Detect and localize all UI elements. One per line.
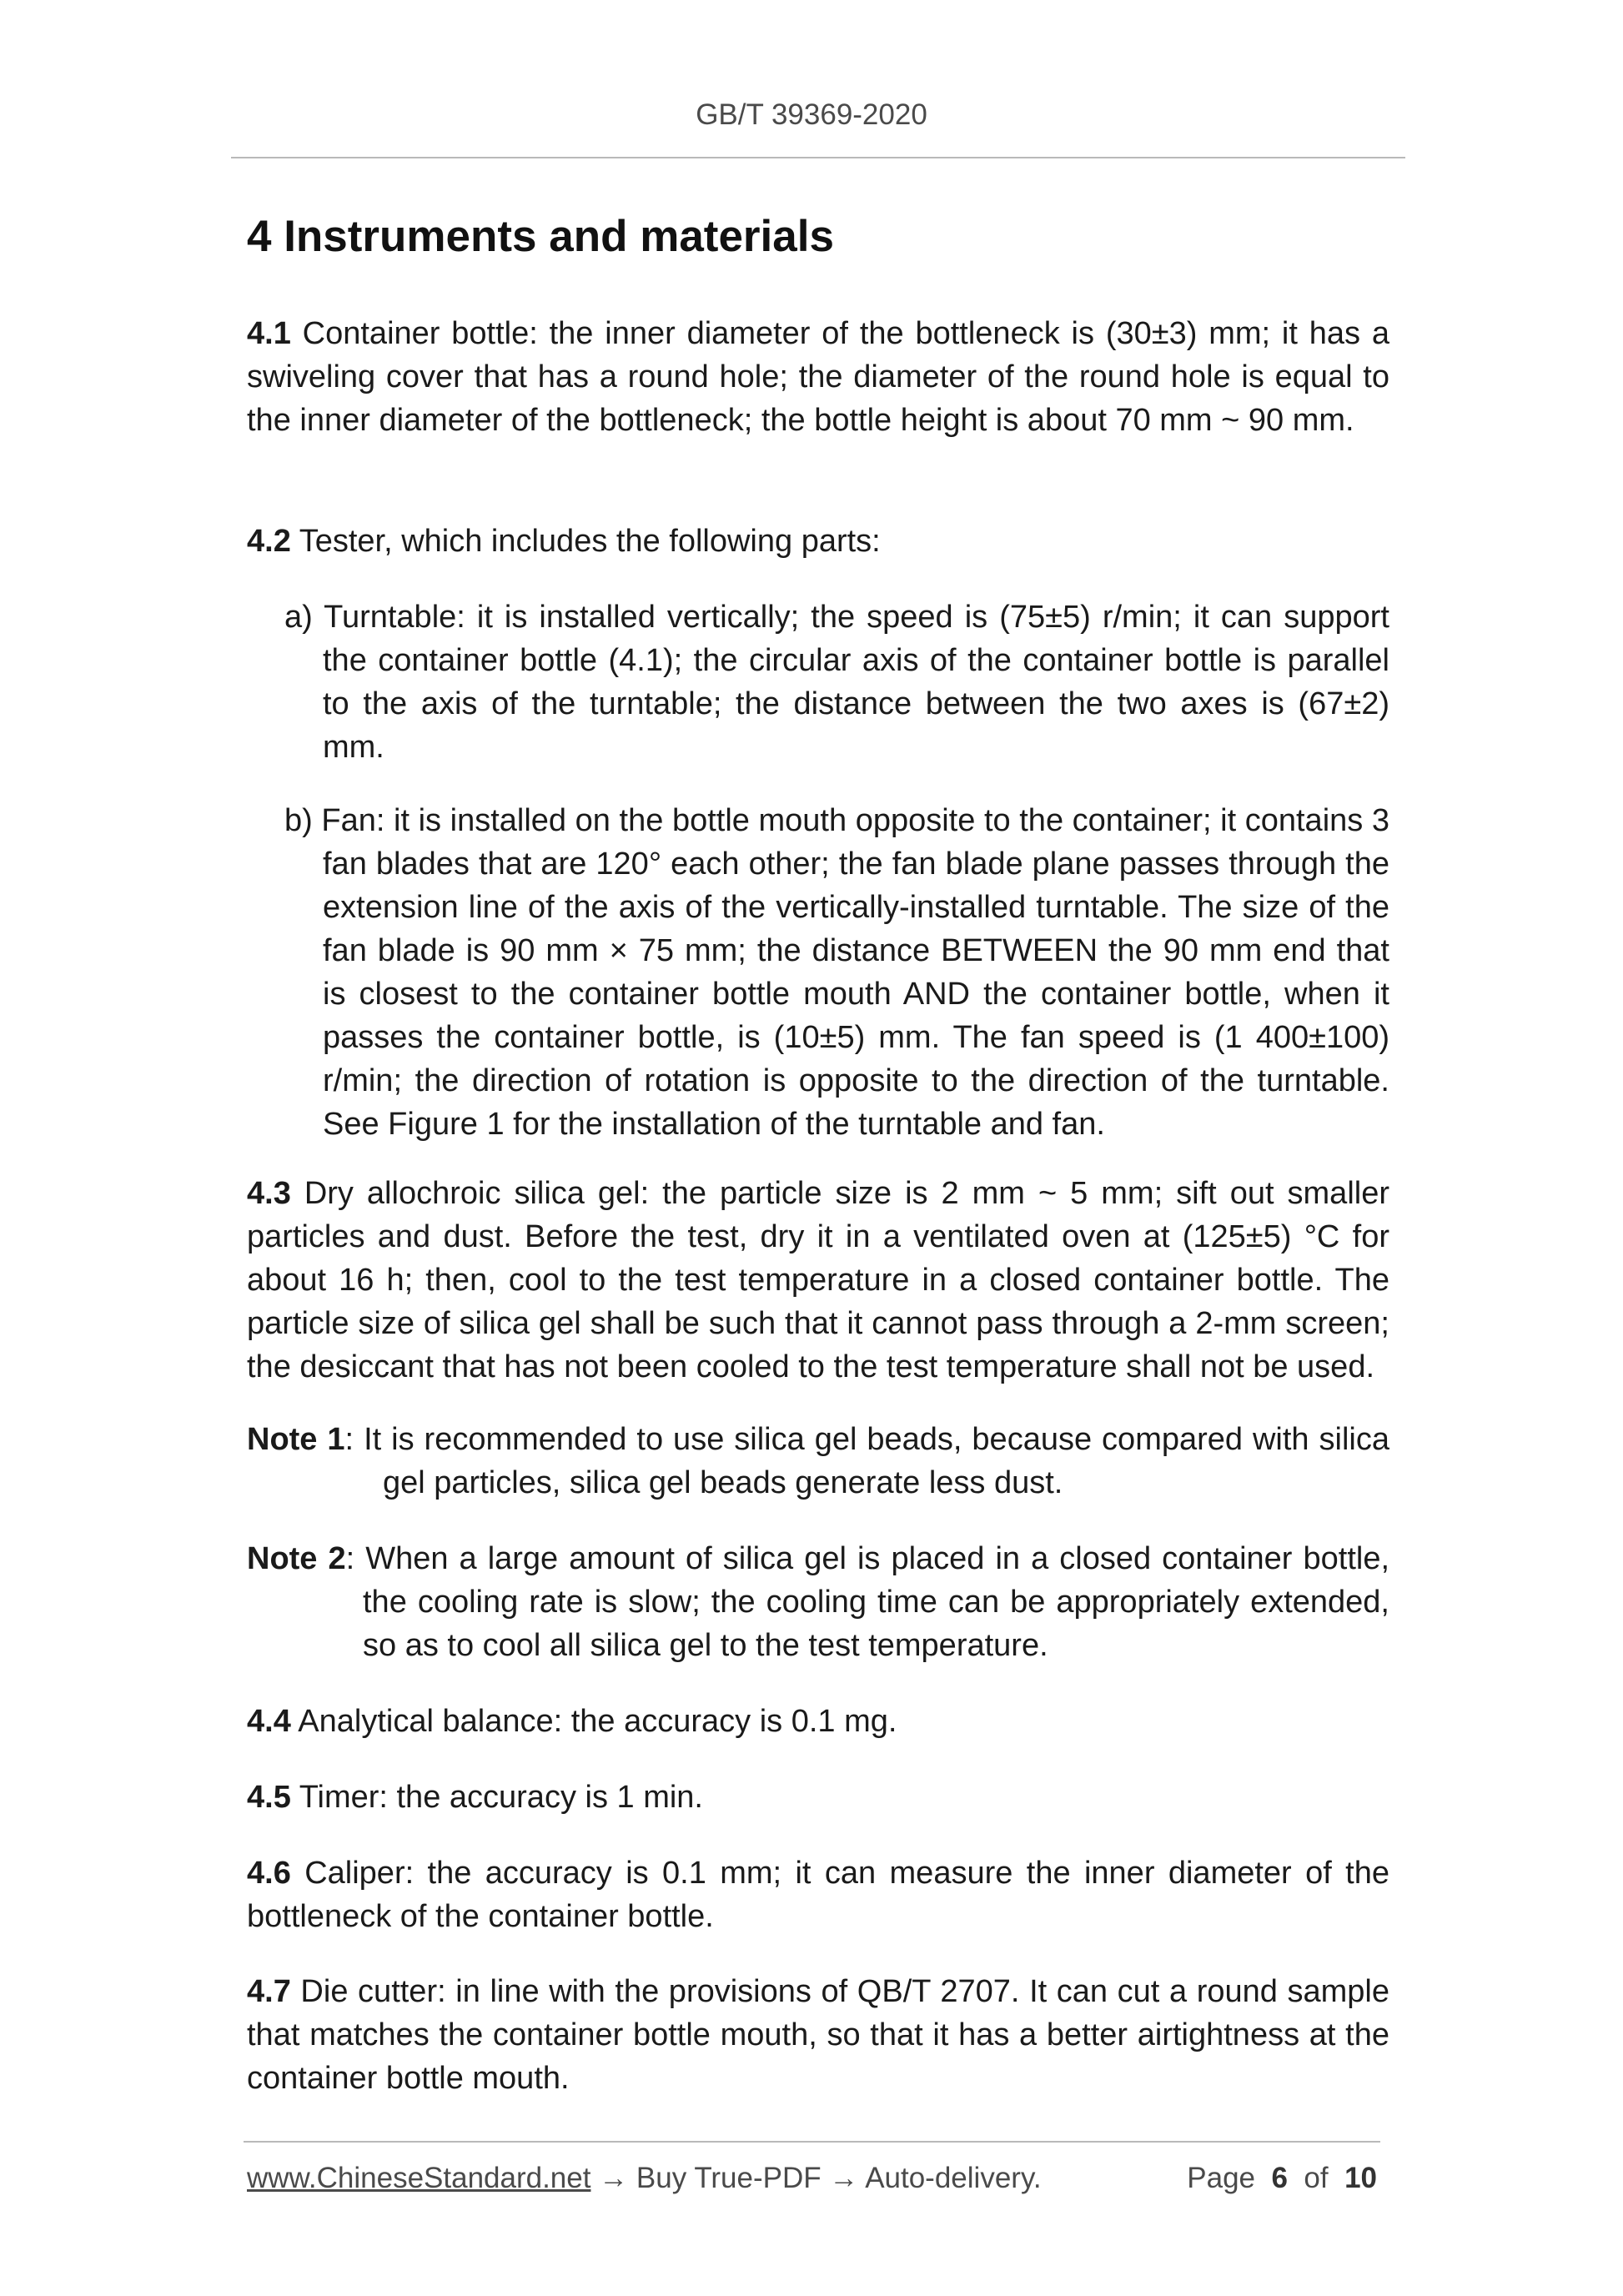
list-item-a: a) Turntable: it is installed vertically; the speed is (75±5) r/min; it can support the container bottle (4.1); the circular axis of the container bottle is parallel to the axis of the turntable; the distance between the two axes is (67±2) mm.: [284, 600, 1389, 765]
page-footer: [247, 2158, 1377, 2198]
clause-4-6: [247, 1851, 1389, 1938]
clause-text: Container bottle: the inner diameter of the bottleneck is (30±3) mm; it has a swiveling cover that has a round hole; the diameter of the round hole is equal to the inner diameter of the bottleneck; the bottle height is about 70 mm ~ 90 mm.: [247, 316, 1389, 438]
page-number: 6: [1271, 2162, 1288, 2194]
clause-4-1: [247, 312, 1389, 442]
clause-4-7: [247, 1970, 1389, 2100]
note-2: [247, 1537, 1389, 1667]
arrow-icon: →: [821, 2162, 866, 2194]
page-total: 10: [1344, 2162, 1377, 2194]
clause-number: 4.3: [247, 1176, 291, 1211]
clause-text: Caliper: the accuracy is 0.1 mm; it can measure the inner diameter of the bottleneck of the container bottle.: [247, 1856, 1389, 1934]
note-text: : It is recommended to use silica gel beads, because compared with silica gel particles, silica gel beads generate less dust.: [344, 1422, 1389, 1500]
buy-text: Buy True-PDF: [636, 2162, 822, 2194]
note-1: [247, 1418, 1389, 1505]
arrow-icon: →: [590, 2162, 636, 2194]
clause-text: Analytical balance: the accuracy is 0.1 mg.: [290, 1704, 897, 1739]
header-divider: [231, 157, 1405, 158]
clause-text: Timer: the accuracy is 1 min.: [290, 1780, 703, 1815]
clause-number: 4.4: [247, 1704, 291, 1739]
auto-delivery-text: Auto-delivery.: [865, 2162, 1042, 2194]
clause-4-5: [247, 1776, 1389, 1819]
clause-text: Die cutter: in line with the provisions of QB/T 2707. It can cut a round sample that matches the container bottle mouth, so that it has a better airtightness at the container bottle mouth.: [247, 1974, 1389, 2096]
footer-divider: [244, 2141, 1380, 2143]
clause-4-4: [247, 1700, 1389, 1743]
note-label: Note 1: [247, 1422, 345, 1457]
clause-text: Dry allochroic silica gel: the particle size is 2 mm ~ 5 mm; sift out smaller particles and dust. Before the test, dry it in a ventilated oven at (125±5) °C for about 16 h; then, cool to the test temperature in a closed container bottle. The particle size of silica gel shall be such that it cannot pass through a 2-mm screen; the desiccant that has not been cooled to the test temperature shall not be used.: [247, 1176, 1389, 1384]
clause-number: 4.2: [247, 524, 291, 559]
page-label: Page: [1187, 2162, 1256, 2194]
note-label: Note 2: [247, 1541, 346, 1576]
page-counter: [1187, 2158, 1377, 2198]
clause-text: Tester, which includes the following parts:: [290, 524, 881, 559]
of-label: of: [1304, 2162, 1329, 2194]
clause-number: 4.5: [247, 1780, 291, 1815]
clause-4-3: [247, 1172, 1389, 1389]
clause-number: 4.1: [247, 316, 291, 351]
website-link[interactable]: www.ChineseStandard.net: [247, 2162, 591, 2194]
note-text: : When a large amount of silica gel is placed in a closed container bottle, the cooling rate is slow; the cooling time can be appropriately extended, so as to cool all silica gel to the test temperature.: [345, 1541, 1390, 1663]
clause-number: 4.6: [247, 1856, 291, 1891]
document-code-header: GB/T 39369-2020: [696, 98, 927, 131]
clause-number: 4.7: [247, 1974, 291, 2009]
list-item-b: b) Fan: it is installed on the bottle mouth opposite to the container; it contains 3 fan blades that are 120° each other; the fan blade plane passes through the extension line of the axis of the vertically-installed turntable. The size of the fan blade is 90 mm × 75 mm; the distance BETWEEN the 90 mm end that is closest to the container bottle mouth AND the container bottle, when it passes the container bottle, is (10±5) mm. The fan speed is (1 400±100) r/min; the direction of rotation is opposite to the direction of the turntable. See Figure 1 for the installation of the turntable and fan.: [284, 803, 1389, 1142]
clause-4-2: [247, 520, 1389, 563]
section-title: 4 Instruments and materials: [247, 212, 834, 261]
